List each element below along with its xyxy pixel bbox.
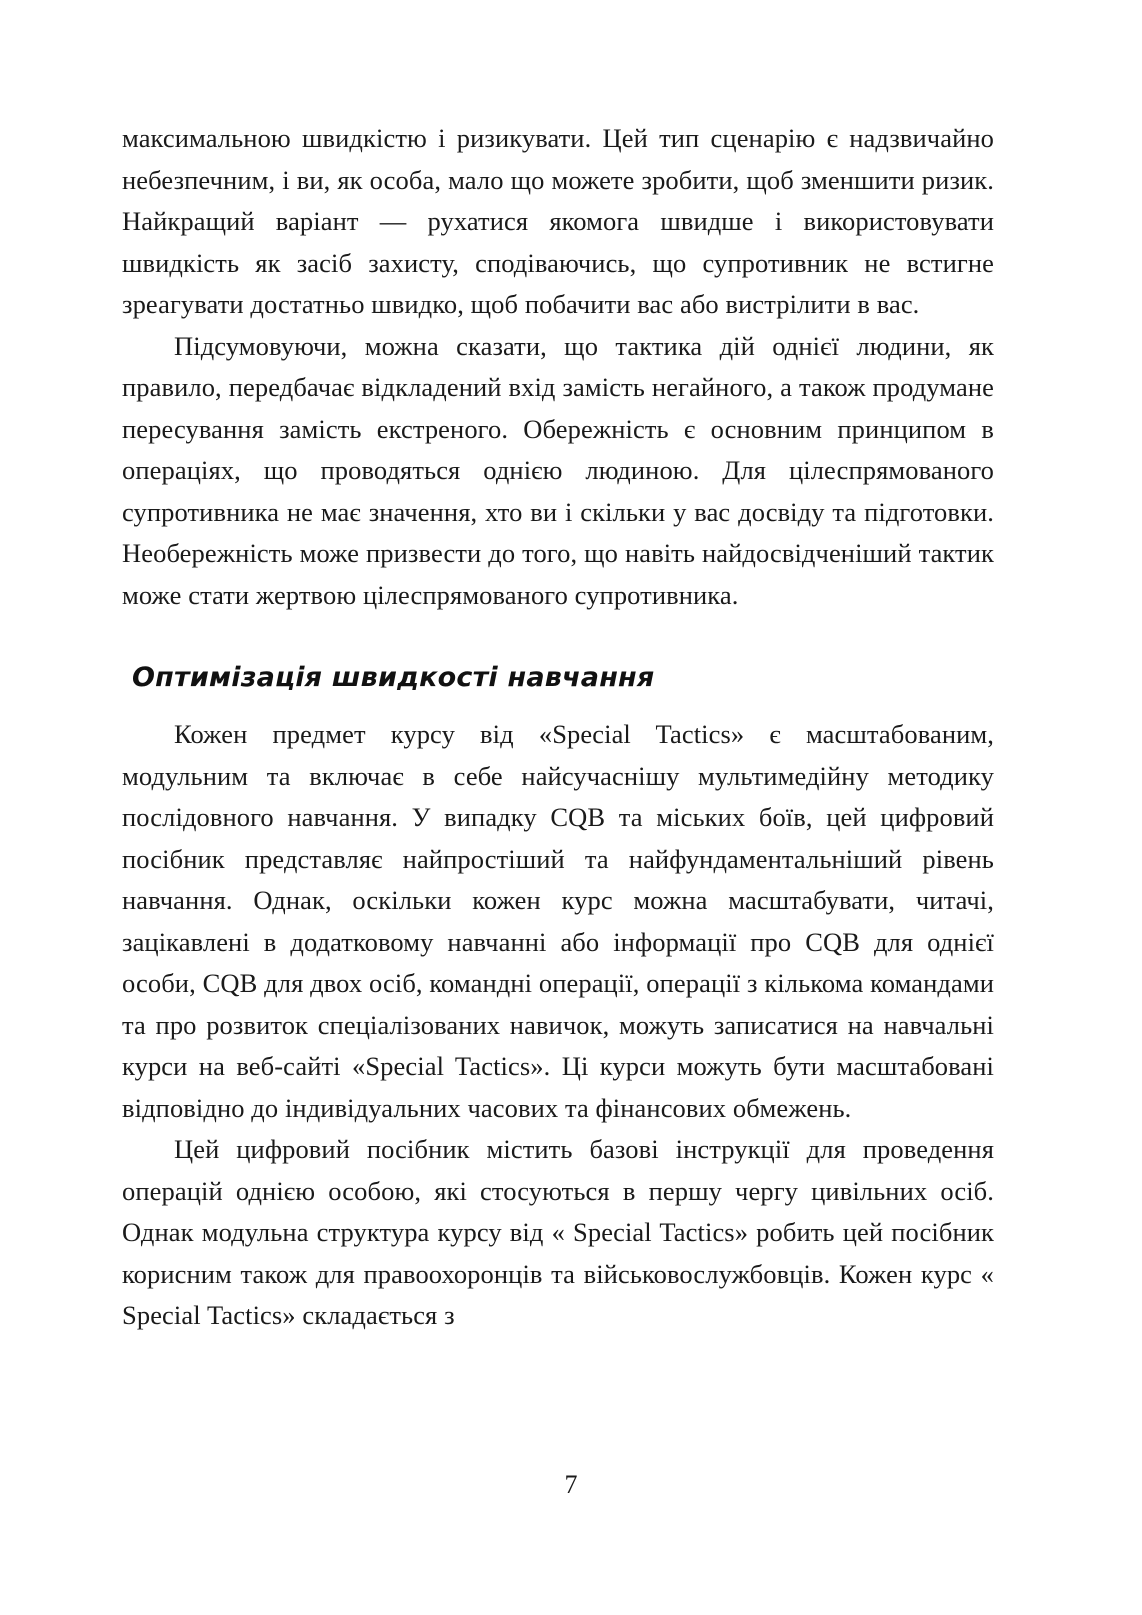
section-heading: Оптимізація швидкості навчання	[132, 662, 655, 693]
page-number: 7	[564, 1470, 578, 1499]
paragraph-courses: Кожен предмет курсу від «Special Tactics» є масштабованим, модульним та включає в себе найсучаснішу мультимедійну методику послідовного навчання. У випадку CQB та міських боїв, цей цифровий посібник представляє найпростіший та найфундаментальніший рівень навчання. Однак, оскільки кожен курс можна масштабувати, читачі, зацікавлені в додатковому навчанні або інформації про CQB для однієї особи, CQB для двох осіб, командні операції, операції з кількома командами та про розвиток спеціалізованих навичок, можуть записатися на навчальні курси на веб-сайті «Special Tactics». Ці курси можуть бути масштабовані відповідно до індивідуальних часових та фінансових обмежень.	[122, 719, 994, 1123]
page-content	[122, 118, 994, 1337]
heading-spacer-top	[122, 616, 994, 660]
paragraph-continued: максимальною швидкістю і ризикувати. Цей тип сценарію є надзвичайно небезпечним, і ви, як особа, мало що можете зробити, щоб зменшити ризик. Найкращий варіант — рухатися якомога швидше і використовувати швидкість як засіб захисту, сподіваючись, що супротивник не встигне зреагувати достатньо швидко, щоб побачити вас або вистрілити в вас.	[122, 123, 994, 319]
paragraph-summary: Підсумовуючи, можна сказати, що тактика дій однієї людини, як правило, передбачає відкладений вхід замість негайного, а також продумане пересування замість екстреного. Обережність є основним принципом в операціях, що проводяться однією людиною. Для цілеспрямованого супротивника не має значення, хто ви і скільки у вас досвіду та підготовки. Необережність може призвести до того, що навіть найдосвідченіший тактик може стати жертвою цілеспрямованого супротивника.	[122, 330, 994, 610]
paragraph-manual: Цей цифровий посібник містить базові інструкції для проведення операцій однією особою, які стосуються в першу чергу цивільних осіб. Однак модульна структура курсу від « Special Tactics» робить цей посібник корисним також для правоохоронців та військовослужбовців. Кожен курс « Special Tactics» складається з	[122, 1134, 994, 1330]
heading-spacer-bottom	[122, 696, 994, 714]
